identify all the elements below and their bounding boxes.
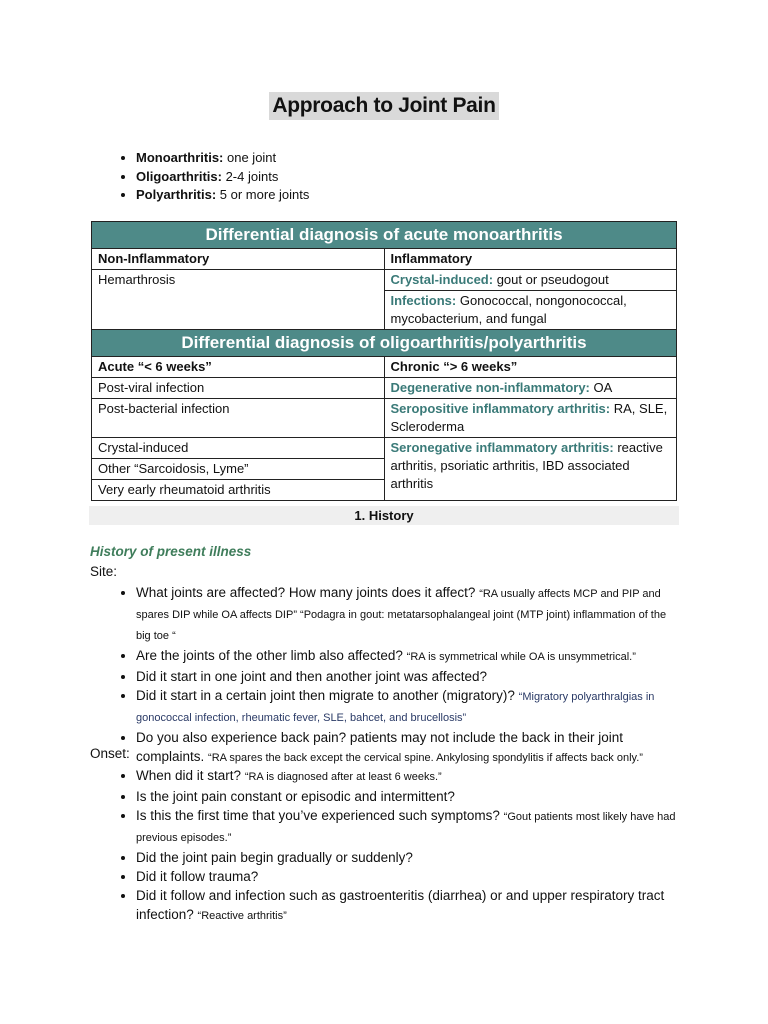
question-text: Is this the first time that you’ve experienced such symptoms? [136, 808, 504, 823]
poly-header: Differential diagnosis of oligoarthritis/polyarthritis [92, 330, 677, 357]
col-header-noninflammatory: Non-Inflammatory [92, 249, 385, 270]
definition-item [136, 186, 309, 205]
question-text: When did it start? [136, 768, 245, 783]
site-label: Site: [90, 564, 118, 579]
question-text: Are the joints of the other limb also affected? [136, 648, 407, 663]
question-note: “RA usually affects MCP and PIP and spares DIP while OA affects DIP” “Podagra in gout: metatarsophalangeal joint (MTP joint) inflammation of the big toe “ [136, 588, 667, 642]
cell-text: OA [589, 380, 613, 395]
question-text: Do you also experience back pain? patients may not include the back in their joint complaints. [136, 730, 624, 764]
table-cell [384, 378, 677, 399]
table-cell: Other “Sarcoidosis, Lyme” [92, 459, 385, 480]
definition-item [136, 149, 309, 168]
definition-term: Monoarthritis: [136, 150, 224, 165]
section-heading-history: 1. History [89, 506, 679, 525]
cell-lead: Seronegative inflammatory arthritis: [390, 440, 614, 455]
question-item [136, 806, 676, 848]
cell-lead: Infections: [390, 293, 457, 308]
question-text: Is the joint pain constant or episodic and intermittent? [136, 789, 455, 804]
question-note: “Migratory polyarthralgias in gonococcal infection, rheumatic fever, SLE, bahcet, and brucellosis” [136, 691, 655, 724]
cell-text: reactive arthritis, psoriatic arthritis, IBD associated arthritis [390, 440, 663, 491]
table-cell: Very early rheumatoid arthritis [92, 480, 385, 501]
subheading-hpi: History of present illness [90, 544, 252, 559]
mono-header: Differential diagnosis of acute monoarthritis [92, 222, 677, 249]
page-title-text: Approach to Joint Pain [269, 92, 498, 120]
question-item [136, 667, 676, 686]
col-header-inflammatory: Inflammatory [384, 249, 677, 270]
table-cell [384, 438, 677, 501]
question-item [136, 728, 676, 768]
question-item [136, 867, 676, 886]
question-note: “RA is diagnosed after at least 6 weeks.” [244, 771, 442, 783]
definition-term: Oligoarthritis: [136, 168, 222, 184]
question-text: Did it start in one joint and then another joint was affected? [136, 669, 487, 684]
definition-desc: 2-4 joints [221, 168, 279, 184]
question-item [136, 583, 676, 646]
col-header-chronic: Chronic “> 6 weeks” [384, 357, 677, 378]
question-item [136, 848, 676, 867]
site-question-list [98, 583, 676, 768]
question-item [136, 686, 676, 728]
definition-item [136, 168, 309, 187]
question-note: “Gout patients most likely have had previous episodes.” [136, 811, 676, 844]
table-cell: Hemarthrosis [92, 270, 385, 330]
table-cell [384, 291, 677, 330]
question-item [136, 787, 676, 806]
question-item [136, 886, 676, 926]
cell-lead: Seropositive inflammatory arthritis: [390, 401, 611, 416]
col-header-acute: Acute “< 6 weeks” [92, 357, 385, 378]
cell-text: gout or pseudogout [493, 272, 609, 287]
table-cell: Post-viral infection [92, 378, 385, 399]
onset-question-list [98, 766, 676, 926]
cell-text: RA, SLE, Scleroderma [390, 401, 668, 434]
cell-lead: Degenerative non-inflammatory: [390, 380, 590, 395]
table-cell [384, 399, 677, 438]
question-text: Did the joint pain begin gradually or suddenly? [136, 850, 413, 865]
cell-text: Gonococcal, nongonococcal, mycobacterium, and fungal [390, 293, 627, 326]
question-item [136, 766, 676, 787]
table-cell: Post-bacterial infection [92, 399, 385, 438]
differential-diagnosis-table [91, 221, 677, 501]
question-note: “RA spares the back except the cervical spine. Ankylosing spondylitis if affects back only.” [208, 752, 643, 764]
question-text: What joints are affected? How many joints does it affect? [136, 585, 480, 600]
question-item [136, 646, 676, 667]
cell-lead: Crystal-induced: [390, 272, 494, 287]
question-note: “Reactive arthritis” [197, 910, 287, 922]
onset-label: Onset: [90, 746, 130, 761]
definition-desc: 5 or more joints [216, 187, 310, 202]
question-text: Did it start in a certain joint then migrate to another (migratory)? [136, 688, 519, 703]
definition-desc: one joint [223, 150, 277, 165]
question-text: Did it follow and infection such as gastroenteritis (diarrhea) or and upper respiratory tract infection? [136, 888, 665, 922]
question-note: “RA is symmetrical while OA is unsymmetrical.” [406, 651, 636, 663]
question-text: Did it follow trauma? [136, 869, 259, 884]
table-cell [384, 270, 677, 291]
definition-list [98, 149, 309, 205]
table-cell: Crystal-induced [92, 438, 385, 459]
definition-term: Polyarthritis: [136, 187, 217, 202]
page-title [0, 92, 768, 120]
